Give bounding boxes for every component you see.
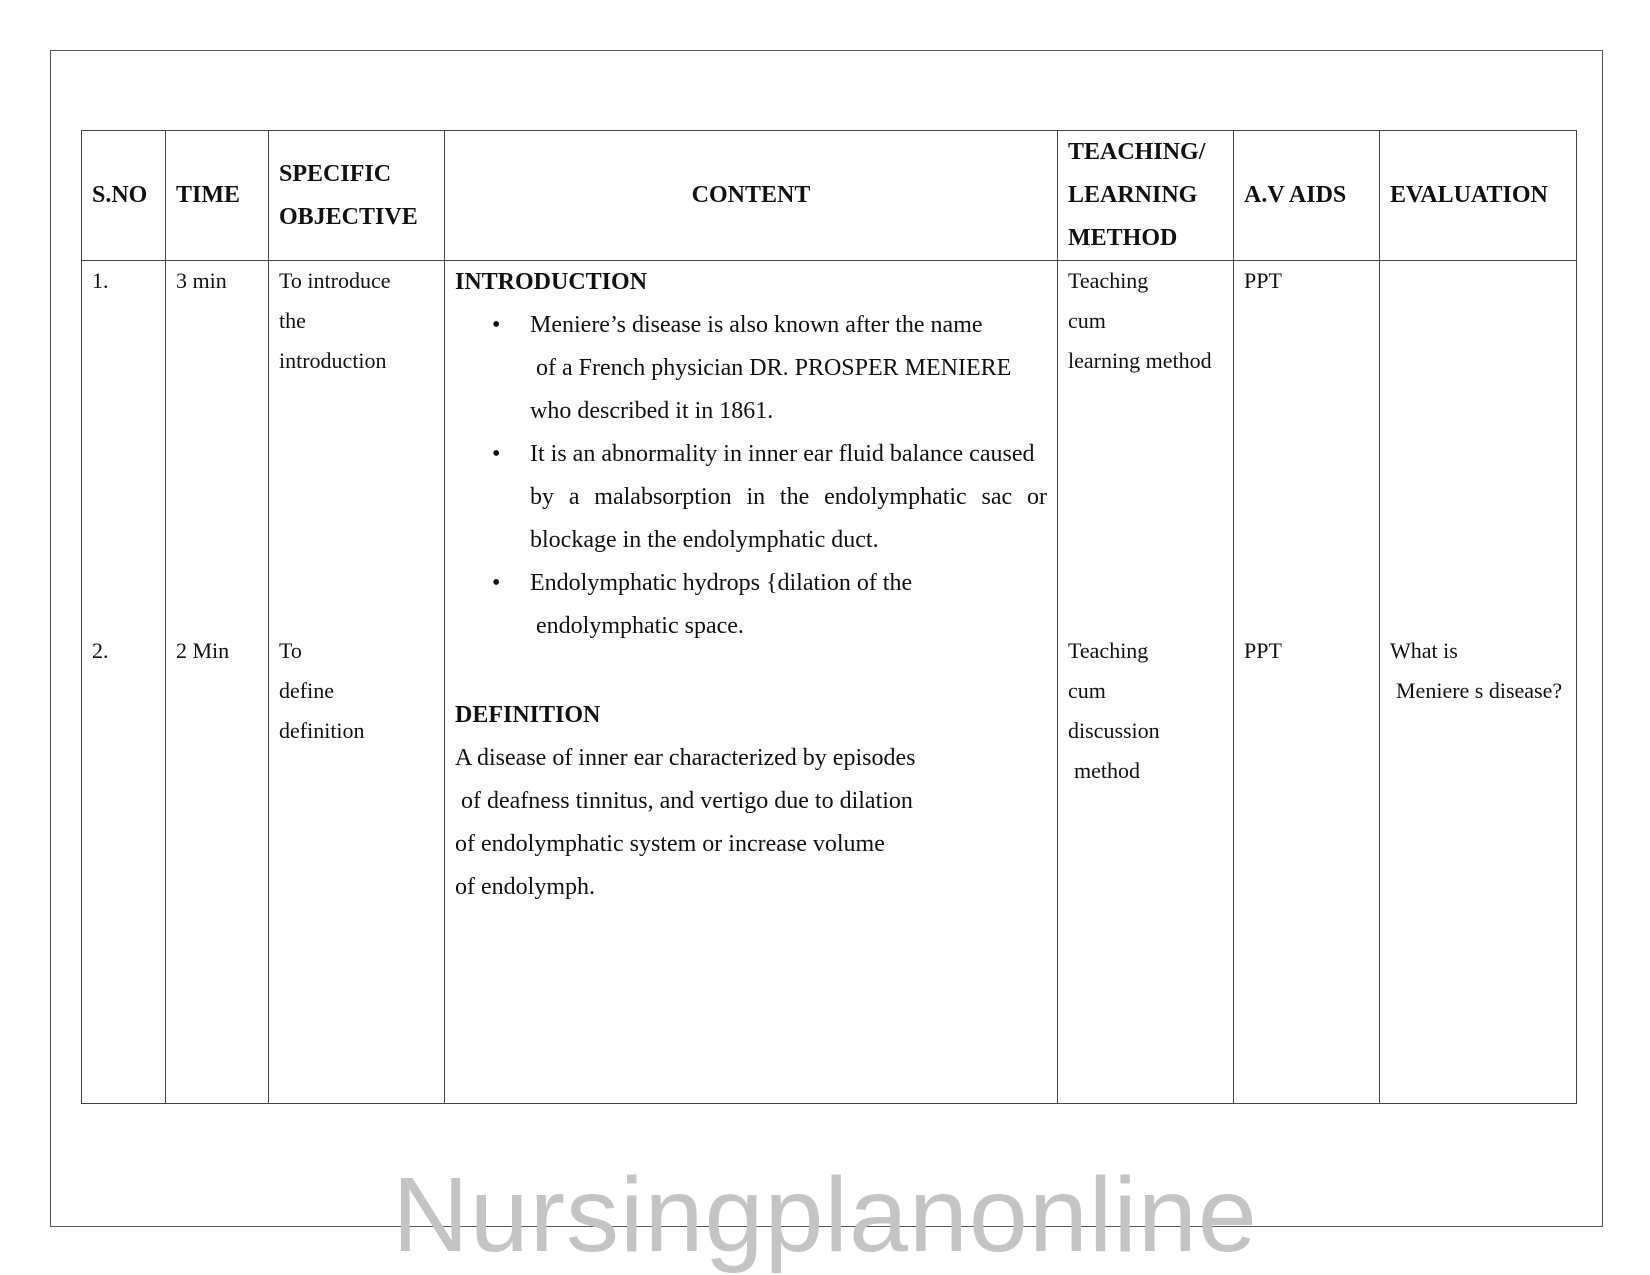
header-av-aids: A.V AIDS: [1234, 131, 1380, 261]
list-item: [455, 433, 1047, 562]
bullet-line: endolymphatic space.: [536, 613, 744, 639]
introduction-bullets: [455, 304, 1047, 648]
method-line: Teaching: [1068, 268, 1149, 293]
header-sno: S.NO: [82, 131, 166, 261]
method-line: method: [1074, 758, 1140, 783]
method-line: cum: [1068, 678, 1106, 703]
row-2-evaluation: [1390, 631, 1576, 711]
definition-line: A disease of inner ear characterized by episodes: [455, 745, 916, 771]
introduction-heading: INTRODUCTION: [455, 269, 648, 295]
method-line: Teaching: [1068, 638, 1149, 663]
bullet-icon: •: [492, 570, 501, 596]
watermark: Nursingplanonline: [392, 1156, 1258, 1274]
method-line: learning method: [1068, 348, 1212, 373]
header-time: TIME: [166, 131, 269, 261]
bullet-line: of a French physician DR. PROSPER MENIERE: [536, 355, 1012, 381]
evaluation-line: Meniere s disease?: [1396, 678, 1563, 703]
header-evaluation: EVALUATION: [1380, 131, 1577, 261]
bullet-line: It is an abnormality in inner ear fluid balance caused: [530, 441, 1035, 467]
header-method-line: TEACHING/: [1068, 139, 1206, 165]
definition-heading: DEFINITION: [455, 702, 601, 728]
row-2-objective: [279, 631, 434, 751]
objective-line: the: [279, 308, 306, 333]
row-1-objective: [279, 261, 434, 381]
bullet-line: who described it in 1861.: [530, 398, 774, 424]
row-1-av-aids: PPT: [1244, 268, 1282, 293]
objective-line: definition: [279, 718, 365, 743]
row-1-time: 3 min: [176, 268, 227, 293]
evaluation-line: What is: [1390, 638, 1458, 663]
objective-line: define: [279, 678, 334, 703]
row-2-content: [455, 694, 1047, 909]
bullet-line: Endolymphatic hydrops {dilation of the: [530, 570, 913, 596]
lesson-plan-table: [81, 130, 1577, 1104]
header-teaching-method: [1058, 131, 1234, 261]
row-1-method: [1068, 261, 1223, 381]
objective-line: To: [279, 638, 302, 663]
header-objective-line: SPECIFIC: [279, 160, 392, 187]
bullet-line: by a malabsorption in the endolymphatic sac or: [530, 484, 1047, 510]
objective-line: introduction: [279, 348, 387, 373]
row-1-sno: 1.: [92, 268, 109, 293]
header-row: [82, 131, 1577, 261]
header-method-line: METHOD: [1068, 225, 1178, 251]
bullet-icon: •: [492, 441, 501, 467]
list-item: [455, 562, 1047, 648]
list-item: [455, 304, 1047, 433]
bullet-icon: •: [492, 312, 501, 338]
bullet-line: Meniere’s disease is also known after the name: [530, 312, 983, 338]
method-line: discussion: [1068, 718, 1160, 743]
table-row: [82, 261, 1577, 1104]
row-2-method: [1068, 631, 1223, 791]
header-objective-line: OBJECTIVE: [279, 203, 418, 230]
row-1-content: [455, 261, 1047, 648]
row-2-sno: 2.: [92, 638, 109, 663]
header-specific-objective: [269, 131, 445, 261]
definition-line: of endolymph.: [455, 874, 595, 900]
row-2-time: 2 Min: [176, 638, 230, 663]
bullet-line: blockage in the endolymphatic duct.: [530, 527, 879, 553]
definition-line: of endolymphatic system or increase volume: [455, 831, 885, 857]
header-method-line: LEARNING: [1068, 182, 1198, 208]
row-2-av-aids: PPT: [1244, 638, 1282, 663]
objective-line: To introduce: [279, 268, 391, 293]
method-line: cum: [1068, 308, 1106, 333]
header-content: CONTENT: [445, 131, 1058, 261]
definition-line: of deafness tinnitus, and vertigo due to dilation: [461, 788, 913, 814]
